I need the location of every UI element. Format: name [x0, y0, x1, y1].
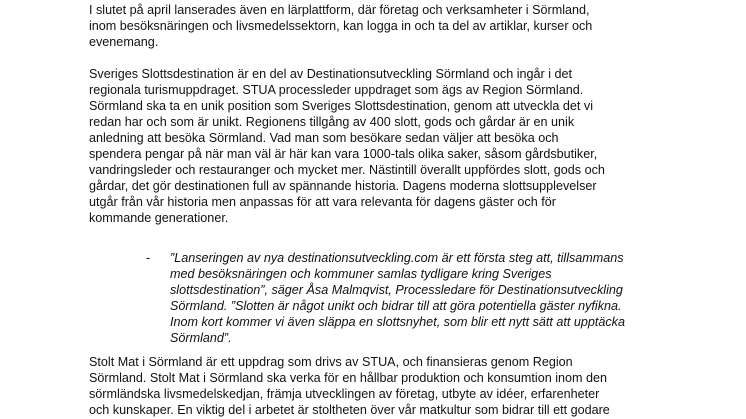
text-line: utgår från vår historia men anpassas för att vara relevanta för dagens gäster och för [89, 195, 556, 209]
quote-bullet: - [146, 251, 151, 265]
text-line: sörmländska livsmedelskedjan, främja utvecklingen av företag, utbyte av idéer, erfarenheter [89, 387, 600, 401]
quote-line: Sörmland. ”Slotten är något unikt och bidrar till att göra potentiella gäster nyfikna. [170, 299, 622, 313]
quote-line: Sörmland”. [170, 331, 232, 345]
text-line: kommande generationer. [89, 211, 229, 225]
text-line: gårdar, det gör destinationen full av spännande historia. Dagens moderna slottsupplevelser [89, 179, 597, 193]
text-line: Sörmland. Stolt Mat i Sörmland ska verka för en hållbar produktion och konsumtion inom den [89, 371, 608, 385]
text-line: Sveriges Slottsdestination är en del av Destinationsutveckling Sörmland och ingår i det [89, 67, 573, 81]
quote-line: Inom kort kommer vi även släppa en slottsnyhet, som blir ett nytt sätt att upptäcka [170, 315, 625, 329]
quote-line: slottsdestination”, säger Åsa Malmqvist, Processledare för Destinationsutveckling [170, 283, 623, 297]
quote-line: med besöksnäringen och kommuner samlas tydligare kring Sveriges [170, 267, 552, 281]
text-line: inom besöksnäringen och livsmedelssektorn, kan logga in och ta del av artiklar, kurser och [89, 19, 593, 33]
quote-block [170, 250, 730, 346]
paragraph-slottsdestination [89, 66, 689, 226]
text-line: redan har och som är unikt. Regionens tillgång av 400 slott, gods och gårdar är en unik [89, 115, 575, 129]
text-line: Stolt Mat i Sörmland är ett uppdrag som drivs av STUA, och finansieras genom Region [89, 355, 573, 369]
text-line: regionala turismuppdraget. STUA processleder uppdraget som ägs av Region Sörmland. [89, 83, 584, 97]
text-line: Sörmland ska ta en unik position som Sveriges Slottsdestination, genom att utveckla det vi [89, 99, 594, 113]
text-line: och kunskaper. En viktig del i arbetet är stoltheten över vår matkultur som bidrar till ett godare [89, 403, 610, 417]
quote-line: ”Lanseringen av nya destinationsutveckling.com är ett första steg att, tillsammans [170, 251, 624, 265]
text-line: spendera pengar på när man väl är här kan vara 1000-tals olika saker, såsom gårdsbutiker, [89, 147, 598, 161]
text-line: evenemang. [89, 35, 159, 49]
text-line: vandringsleder och restauranger och mycket mer. Nästintill överallt uppfördes slott, gods och [89, 163, 605, 177]
text-line: I slutet på april lanserades även en lärplattform, där företag och verksamheter i Sörmland, [89, 3, 590, 17]
paragraph-stolt-mat [89, 354, 689, 418]
text-line: anledning att besöka Sörmland. Vad man som besökare sedan väljer att besöka och [89, 131, 559, 145]
paragraph-lararplattform [89, 2, 689, 50]
